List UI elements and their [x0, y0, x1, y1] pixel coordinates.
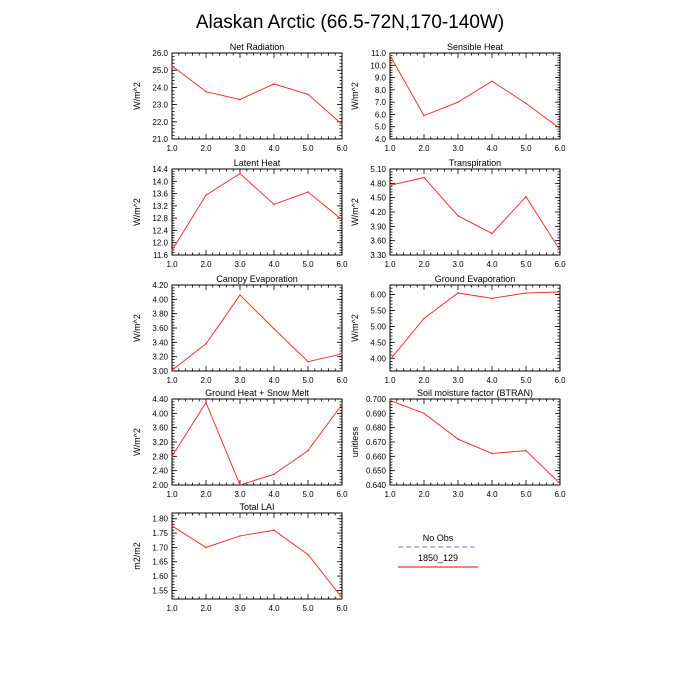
data-point [491, 453, 493, 455]
y-tick-label: 3.40 [152, 338, 168, 348]
series-line-1850-129 [172, 526, 342, 598]
series-line-1850-129 [172, 295, 342, 370]
data-point [559, 128, 561, 130]
x-tick-label: 5.0 [302, 144, 314, 153]
y-tick-label: 1.60 [152, 572, 168, 582]
x-tick-label: 5.0 [520, 144, 532, 153]
legend-entry-no-obs [398, 533, 478, 547]
y-tick-label: 26.0 [152, 49, 168, 58]
y-tick-label: 23.0 [152, 100, 168, 110]
y-axis-label: W/m^2 [132, 82, 142, 110]
y-tick-label: 22.0 [152, 117, 168, 127]
series-line-1850-129 [172, 403, 342, 485]
data-point [307, 361, 309, 363]
panel-title: Soil moisture factor (BTRAN) [416, 388, 534, 398]
y-tick-label: 12.4 [152, 226, 168, 236]
y-tick-label: 2.00 [152, 481, 168, 490]
x-tick-label: 4.0 [268, 260, 280, 269]
panel-canopy-evaporation [132, 274, 348, 385]
data-point [307, 191, 309, 193]
data-point [423, 177, 425, 179]
x-tick-label: 4.0 [486, 260, 498, 269]
panel-total-lai [132, 502, 348, 613]
data-point [307, 93, 309, 95]
data-point [171, 65, 173, 67]
y-tick-label: 1.80 [152, 514, 168, 524]
x-tick-label: 1.0 [384, 490, 396, 499]
data-point [341, 219, 343, 221]
y-tick-label: 9.0 [374, 73, 386, 83]
panel-net-radiation [132, 42, 348, 153]
y-tick-label: 3.20 [152, 352, 168, 362]
y-tick-label: 5.0 [374, 122, 386, 132]
panel-title: Net Radiation [229, 42, 285, 52]
data-point [341, 404, 343, 406]
data-point [205, 402, 207, 404]
x-tick-label: 2.0 [418, 144, 430, 153]
y-tick-label: 11.0 [371, 49, 386, 58]
y-tick-label: 0.700 [365, 395, 386, 404]
y-tick-label: 4.50 [370, 338, 386, 348]
y-tick-label: 14.0 [152, 177, 168, 187]
y-tick-label: 6.00 [370, 290, 386, 300]
plot-frame [390, 285, 560, 371]
y-tick-label: 4.00 [152, 295, 168, 305]
series-line-1850-129 [172, 66, 342, 124]
y-tick-label: 2.80 [152, 452, 168, 462]
legend-label: No Obs [422, 533, 454, 543]
data-point [525, 292, 527, 294]
panel-soil-moisture-factor-btran [350, 388, 566, 499]
data-point [239, 535, 241, 537]
series-line-1850-129 [172, 174, 342, 251]
panel-title: Latent Heat [233, 158, 281, 168]
y-tick-label: 1.75 [152, 529, 168, 539]
data-point [389, 55, 391, 57]
x-tick-label: 6.0 [554, 144, 566, 153]
y-tick-label: 24.0 [152, 83, 168, 93]
x-tick-label: 1.0 [384, 376, 396, 385]
x-tick-label: 3.0 [234, 490, 246, 499]
plot-frame [172, 53, 342, 139]
y-tick-label: 3.80 [152, 309, 168, 319]
y-tick-label: 0.670 [365, 438, 386, 447]
y-tick-label: 7.0 [374, 98, 386, 108]
y-tick-label: 4.20 [370, 208, 386, 217]
data-point [457, 292, 459, 294]
y-axis-label: unitless [350, 426, 360, 458]
y-tick-label: 4.0 [374, 135, 386, 144]
y-tick-label: 4.40 [152, 395, 168, 404]
panel-latent-heat [132, 158, 348, 269]
data-point [273, 204, 275, 206]
y-tick-label: 4.50 [370, 193, 386, 203]
y-tick-label: 5.10 [370, 165, 386, 174]
data-point [389, 184, 391, 186]
data-point [423, 318, 425, 320]
x-tick-label: 1.0 [166, 376, 178, 385]
y-tick-label: 3.60 [370, 236, 386, 246]
y-tick-label: 12.0 [152, 238, 168, 248]
data-point [239, 99, 241, 101]
legend-entry-1850-129 [398, 553, 478, 567]
y-tick-label: 13.6 [152, 189, 168, 199]
data-point [273, 529, 275, 531]
x-tick-label: 1.0 [166, 490, 178, 499]
y-tick-label: 25.0 [152, 66, 168, 76]
y-tick-label: 0.660 [365, 452, 386, 462]
x-tick-label: 2.0 [200, 260, 212, 269]
data-point [491, 80, 493, 82]
y-tick-label: 4.20 [152, 281, 168, 290]
y-tick-label: 4.00 [370, 354, 386, 364]
legend [398, 533, 478, 567]
plot-frame [172, 513, 342, 599]
data-point [171, 250, 173, 252]
data-point [273, 83, 275, 85]
x-tick-label: 6.0 [554, 490, 566, 499]
data-point [205, 91, 207, 93]
y-axis-label: W/m^2 [350, 314, 360, 342]
x-tick-label: 4.0 [486, 490, 498, 499]
x-tick-label: 5.0 [302, 604, 314, 613]
x-tick-label: 6.0 [336, 490, 348, 499]
data-point [239, 484, 241, 486]
y-tick-label: 4.00 [152, 409, 168, 419]
y-axis-label: W/m^2 [132, 428, 142, 456]
x-tick-label: 2.0 [200, 376, 212, 385]
data-point [307, 554, 309, 556]
y-tick-label: 3.60 [152, 324, 168, 333]
plot-frame [390, 169, 560, 255]
data-point [423, 115, 425, 117]
data-point [205, 194, 207, 196]
panel-title: Transpiration [448, 158, 502, 168]
y-axis-label: W/m^2 [350, 198, 360, 226]
x-tick-label: 3.0 [234, 376, 246, 385]
y-tick-label: 14.4 [152, 165, 168, 174]
panel-ground-evaporation [350, 274, 566, 385]
y-tick-label: 1.70 [152, 543, 168, 553]
y-axis-label: m2/m2 [132, 542, 142, 570]
x-tick-label: 4.0 [268, 604, 280, 613]
plot-frame [390, 399, 560, 485]
y-axis-label: W/m^2 [350, 82, 360, 110]
x-tick-label: 4.0 [486, 376, 498, 385]
data-point [171, 369, 173, 371]
x-tick-label: 5.0 [520, 490, 532, 499]
y-tick-label: 12.8 [152, 214, 168, 224]
y-tick-label: 2.40 [152, 466, 168, 476]
data-point [525, 196, 527, 198]
x-tick-label: 6.0 [336, 144, 348, 153]
y-tick-label: 3.20 [152, 438, 168, 447]
x-tick-label: 5.0 [302, 260, 314, 269]
data-point [205, 343, 207, 345]
y-tick-label: 3.90 [370, 222, 386, 232]
x-tick-label: 1.0 [166, 144, 178, 153]
y-tick-label: 3.60 [152, 423, 168, 433]
plot-frame [172, 399, 342, 485]
data-point [559, 249, 561, 251]
y-axis-label: W/m^2 [132, 198, 142, 226]
plot-frame [390, 53, 560, 139]
panels [132, 42, 566, 613]
x-tick-label: 3.0 [234, 144, 246, 153]
y-axis-label: W/m^2 [132, 314, 142, 342]
data-point [205, 547, 207, 549]
data-point [423, 413, 425, 415]
panel-title: Canopy Evaporation [216, 274, 298, 284]
data-point [491, 298, 493, 300]
panel-title: Ground Heat + Snow Melt [205, 388, 309, 398]
y-tick-label: 0.650 [365, 466, 386, 476]
data-point [457, 101, 459, 103]
x-tick-label: 6.0 [336, 376, 348, 385]
y-tick-label: 3.00 [152, 367, 168, 376]
data-point [307, 450, 309, 452]
y-tick-label: 8.0 [374, 85, 386, 95]
y-tick-label: 4.80 [370, 179, 386, 189]
y-tick-label: 0.690 [365, 409, 386, 419]
x-tick-label: 4.0 [268, 144, 280, 153]
panel-transpiration [350, 158, 566, 269]
x-tick-label: 4.0 [268, 490, 280, 499]
y-tick-label: 5.50 [370, 306, 386, 316]
x-tick-label: 2.0 [200, 604, 212, 613]
x-tick-label: 3.0 [452, 144, 464, 153]
data-point [341, 353, 343, 355]
panel-ground-heat-snow-melt [132, 388, 348, 499]
data-point [389, 359, 391, 361]
x-tick-label: 3.0 [234, 604, 246, 613]
y-tick-label: 1.65 [152, 557, 168, 567]
series-line-1850-129 [390, 292, 560, 360]
y-tick-label: 0.680 [365, 423, 386, 433]
x-tick-label: 3.0 [452, 376, 464, 385]
data-point [273, 328, 275, 330]
y-tick-label: 13.2 [152, 201, 168, 211]
y-tick-label: 5.00 [370, 322, 386, 332]
data-point [491, 233, 493, 235]
x-tick-label: 1.0 [384, 144, 396, 153]
data-point [171, 456, 173, 458]
x-tick-label: 3.0 [452, 490, 464, 499]
data-point [457, 438, 459, 440]
data-point [457, 215, 459, 217]
x-tick-label: 5.0 [302, 376, 314, 385]
panel-title: Total LAI [239, 502, 275, 512]
series-line-1850-129 [390, 55, 560, 128]
x-tick-label: 3.0 [234, 260, 246, 269]
data-point [525, 103, 527, 105]
x-tick-label: 2.0 [418, 490, 430, 499]
plot-frame [172, 285, 342, 371]
data-point [341, 597, 343, 599]
x-tick-label: 2.0 [418, 260, 430, 269]
legend-label: 1850_129 [417, 553, 459, 563]
x-tick-label: 6.0 [336, 604, 348, 613]
panel-sensible-heat [350, 42, 566, 153]
panel-title: Ground Evaporation [434, 274, 516, 284]
x-tick-label: 2.0 [200, 144, 212, 153]
data-point [273, 473, 275, 475]
data-point [559, 483, 561, 485]
x-tick-label: 4.0 [486, 144, 498, 153]
y-tick-label: 3.30 [370, 251, 386, 260]
x-tick-label: 1.0 [166, 604, 178, 613]
x-tick-label: 6.0 [554, 376, 566, 385]
y-tick-label: 6.0 [374, 110, 386, 120]
figure-title: Alaskan Arctic (66.5-72N,170-140W) [195, 12, 505, 33]
data-point [559, 291, 561, 293]
x-tick-label: 4.0 [268, 376, 280, 385]
plot-frame [172, 169, 342, 255]
y-tick-label: 21.0 [152, 135, 168, 144]
data-point [389, 400, 391, 402]
x-tick-label: 1.0 [166, 260, 178, 269]
x-tick-label: 6.0 [336, 260, 348, 269]
series-line-1850-129 [390, 178, 560, 251]
x-tick-label: 6.0 [554, 260, 566, 269]
x-tick-label: 2.0 [200, 490, 212, 499]
series-line-1850-129 [390, 400, 560, 483]
y-tick-label: 11.6 [153, 251, 168, 260]
x-tick-label: 5.0 [520, 260, 532, 269]
data-point [525, 450, 527, 452]
y-tick-label: 1.55 [152, 586, 168, 596]
x-tick-label: 2.0 [418, 376, 430, 385]
data-point [341, 124, 343, 126]
data-point [239, 173, 241, 175]
y-tick-label: 10.0 [370, 61, 386, 71]
data-point [239, 294, 241, 296]
y-tick-label: 0.640 [365, 481, 386, 490]
x-tick-label: 5.0 [302, 490, 314, 499]
x-tick-label: 3.0 [452, 260, 464, 269]
x-tick-label: 5.0 [520, 376, 532, 385]
data-point [171, 525, 173, 527]
panel-title: Sensible Heat [446, 42, 504, 52]
x-tick-label: 1.0 [384, 260, 396, 269]
